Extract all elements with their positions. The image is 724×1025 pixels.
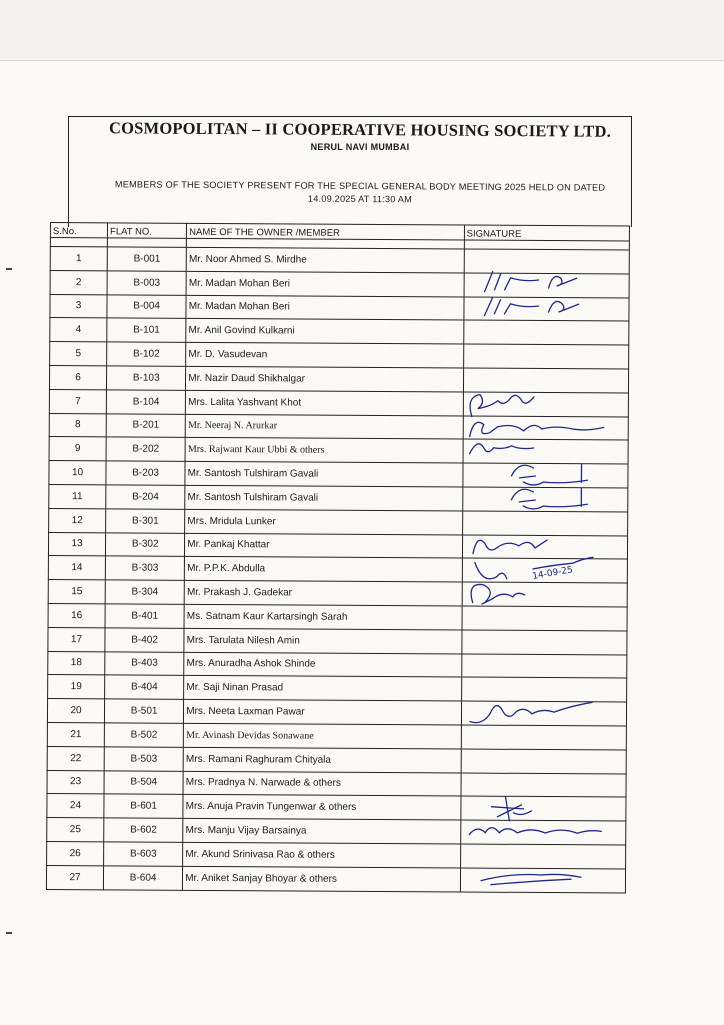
cell-sno: 1 <box>50 247 107 271</box>
cell-name: Mr. Aniket Sanjay Bhoyar & others <box>183 866 461 891</box>
cell-sno: 10 <box>49 461 106 485</box>
cell-flat: B-601 <box>104 794 183 818</box>
cell-name: Mrs. Anuja Pravin Tungenwar & others <box>183 795 461 820</box>
cell-flat: B-404 <box>105 675 184 699</box>
cell-signature <box>461 677 626 702</box>
cell-flat: B-504 <box>104 770 183 794</box>
cell-signature <box>462 558 627 583</box>
cell-signature <box>462 511 627 536</box>
cell-signature <box>463 344 628 369</box>
cell-name: Mrs. Pradnya N. Narwade & others <box>183 771 461 796</box>
cell-sno: 13 <box>48 532 105 556</box>
cell-signature <box>464 297 629 322</box>
header-signature: SIGNATURE <box>464 225 629 241</box>
table-row <box>49 389 628 416</box>
table-row <box>48 580 627 607</box>
cell-sno: 23 <box>47 770 104 794</box>
table-row <box>48 627 627 654</box>
cell-sno: 8 <box>49 413 106 437</box>
cell-flat: B-403 <box>105 651 184 675</box>
cell-signature <box>461 725 626 750</box>
table-row <box>48 675 627 702</box>
cell-signature <box>461 796 626 821</box>
cell-sno: 17 <box>48 627 105 651</box>
cell-signature <box>464 249 629 274</box>
cell-flat: B-304 <box>105 580 184 604</box>
cell-signature <box>460 820 625 845</box>
table-row <box>47 746 626 773</box>
table-row <box>49 365 628 392</box>
cell-signature <box>461 701 626 726</box>
notice-line-2: 14.09.2025 AT 11:30 AM <box>307 193 412 205</box>
cell-sno: 3 <box>50 294 107 318</box>
cell-sno: 16 <box>48 603 105 627</box>
cell-signature <box>461 654 626 679</box>
cell-flat: B-104 <box>106 390 185 414</box>
cell-sno: 11 <box>49 484 106 508</box>
cell-flat: B-004 <box>107 294 186 318</box>
cell-name: Mr. Avinash Devidas Sonawane <box>184 723 462 748</box>
cell-flat: B-204 <box>106 485 185 509</box>
table-row <box>48 603 627 630</box>
table-row <box>49 508 628 535</box>
table-row <box>50 342 629 369</box>
cell-flat: B-401 <box>105 604 184 628</box>
cell-name: Mrs. Manju Vijay Barsainya <box>183 818 461 843</box>
cell-signature <box>462 630 627 655</box>
cell-sno: 19 <box>48 675 105 699</box>
cell-signature <box>461 749 626 774</box>
table-row <box>50 318 629 345</box>
cell-name: Mr. Nazir Daud Shikhalgar <box>186 366 464 391</box>
cell-name: Mr. Santosh Tulshiram Gavali <box>185 462 463 487</box>
cell-sno: 14 <box>48 556 105 580</box>
header-name: NAME OF THE OWNER /MEMBER <box>187 223 465 240</box>
table-row <box>47 841 626 868</box>
table-row <box>48 556 627 583</box>
table-row <box>49 413 628 440</box>
cell-signature <box>463 368 628 393</box>
cell-sno: 20 <box>47 699 104 723</box>
cell-signature <box>463 439 628 464</box>
cell-signature <box>461 773 626 798</box>
cell-signature <box>460 844 625 869</box>
cell-sno: 22 <box>47 746 104 770</box>
cell-name: Mr. P.P.K. Abdulla <box>185 557 463 582</box>
cell-flat: B-301 <box>106 509 185 533</box>
table-row <box>48 651 627 678</box>
cell-name: Mr. Prakash J. Gadekar <box>184 580 462 605</box>
cell-signature <box>462 535 627 560</box>
cell-flat: B-003 <box>107 271 186 295</box>
notice-line-1: MEMBERS OF THE SOCIETY PRESENT FOR THE SPECIAL GENERAL BODY MEETING 2025 HELD ON DATED <box>114 179 606 193</box>
cell-signature <box>460 868 625 893</box>
cell-name: Mr. Noor Ahmed S. Mirdhe <box>186 247 464 272</box>
cell-signature <box>462 487 627 512</box>
cell-sno: 2 <box>50 270 107 294</box>
cell-name: Mr. Akund Srinivasa Rao & others <box>183 842 461 867</box>
cell-name: Mr. Santosh Tulshiram Gavali <box>185 485 463 510</box>
cell-name: Mr. Neeraj N. Arurkar <box>185 414 463 439</box>
cell-signature <box>463 320 628 345</box>
cell-sno: 7 <box>49 389 106 413</box>
cell-flat: B-302 <box>106 532 185 556</box>
table-row <box>50 270 629 297</box>
cell-signature <box>463 392 628 417</box>
society-location: NERUL NAVI MUMBAI <box>310 142 410 152</box>
header-sno: S.No. <box>50 223 107 238</box>
cell-name: Mr. Saji Ninan Prasad <box>184 676 462 701</box>
cell-flat: B-102 <box>107 342 186 366</box>
attendance-table <box>46 222 630 893</box>
cell-sno: 6 <box>49 365 106 389</box>
cell-flat: B-503 <box>104 747 183 771</box>
cell-sno: 24 <box>47 794 104 818</box>
table-row <box>47 770 626 797</box>
cell-flat: B-402 <box>105 628 184 652</box>
cell-name: Mr. Pankaj Khattar <box>185 533 463 558</box>
cell-name: Mrs. Tarulata Nilesh Amin <box>184 628 462 653</box>
cell-sno: 25 <box>47 818 104 842</box>
cell-flat: B-501 <box>105 699 184 723</box>
cell-flat: B-103 <box>107 366 186 390</box>
cell-flat: B-101 <box>107 318 186 342</box>
cell-signature <box>462 582 627 607</box>
cell-flat: B-502 <box>104 723 183 747</box>
table-row <box>47 818 626 845</box>
cell-name: Mr. Madan Mohan Beri <box>186 295 464 320</box>
cell-signature <box>463 463 628 488</box>
table-row <box>46 865 625 892</box>
table-row <box>48 532 627 559</box>
cell-sno: 12 <box>49 508 106 532</box>
cell-name: Mrs. Neeta Laxman Pawar <box>184 699 462 724</box>
cell-signature <box>462 606 627 631</box>
cell-sno: 9 <box>49 437 106 461</box>
cell-sno: 4 <box>50 318 107 342</box>
table-row <box>50 294 629 321</box>
cell-sno: 5 <box>50 342 107 366</box>
cell-sno: 21 <box>47 722 104 746</box>
margin-mark <box>6 932 12 934</box>
cell-name: Mr. Madan Mohan Beri <box>186 271 464 296</box>
header-flat: FLAT NO. <box>107 223 186 238</box>
cell-flat: B-303 <box>105 556 184 580</box>
cell-signature <box>464 273 629 298</box>
cell-name: Mr. Anil Govind Kulkarni <box>186 319 464 344</box>
society-title: COSMOPOLITAN – II COOPERATIVE HOUSING SOCIETY LTD. <box>108 118 612 141</box>
cell-name: Mrs. Ramani Raghuram Chityala <box>183 747 461 772</box>
cell-sno: 27 <box>46 865 103 889</box>
cell-name: Mrs. Mridula Lunker <box>185 509 463 534</box>
table-row <box>49 437 628 464</box>
table-row <box>47 699 626 726</box>
table-row <box>47 794 626 821</box>
handwritten-date-text: 14-09-25 <box>531 565 574 583</box>
cell-flat: B-203 <box>106 461 185 485</box>
table-row <box>49 461 628 488</box>
cell-name: Ms. Satnam Kaur Kartarsingh Sarah <box>184 604 462 629</box>
cell-sno: 18 <box>48 651 105 675</box>
cell-name: Mrs. Rajwant Kaur Ubbi & others <box>185 438 463 463</box>
table-row <box>47 722 626 749</box>
cell-signature <box>463 416 628 441</box>
table-row <box>49 484 628 511</box>
cell-flat: B-201 <box>106 413 185 437</box>
cell-name: Mrs. Anuradha Ashok Shinde <box>184 652 462 677</box>
meeting-notice <box>80 178 640 208</box>
margin-mark <box>6 268 12 270</box>
cell-sno: 26 <box>47 841 104 865</box>
table-row <box>50 247 629 274</box>
cell-flat: B-604 <box>104 866 183 890</box>
cell-flat: B-602 <box>104 818 183 842</box>
cell-sno: 15 <box>48 580 105 604</box>
cell-name: Mr. D. Vasudevan <box>186 343 464 368</box>
cell-name: Mrs. Lalita Yashvant Khot <box>186 390 464 415</box>
cell-flat: B-603 <box>104 842 183 866</box>
cell-flat: B-001 <box>107 247 186 271</box>
cell-flat: B-202 <box>106 437 185 461</box>
